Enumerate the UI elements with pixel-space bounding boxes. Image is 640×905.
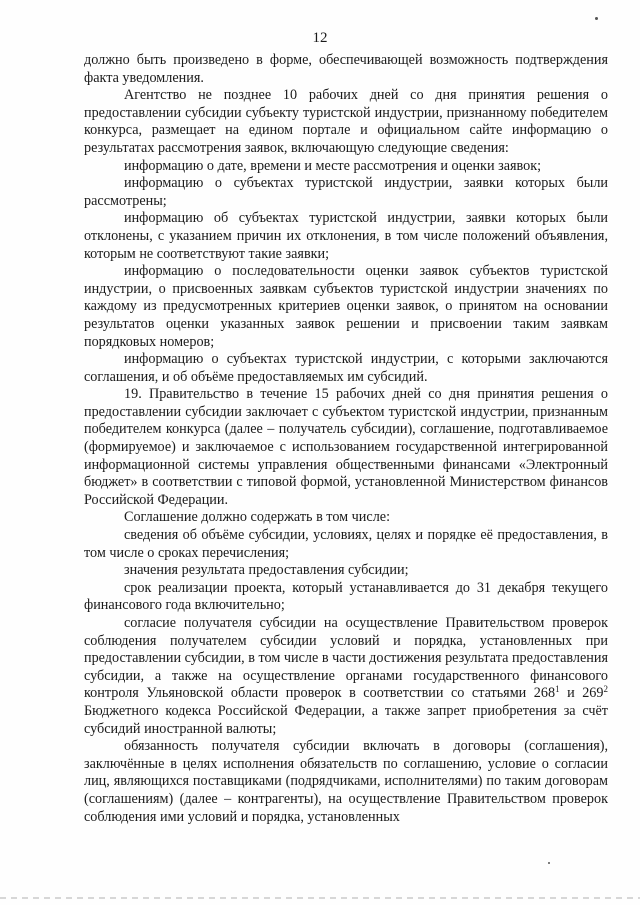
superscript-1: 1 xyxy=(555,684,560,695)
list-item-contractor-obligation: обязанность получателя субсидии включать в договоры (соглашения), заключённые в целях исполнения обязательств по соглашению, условие о согласии лиц, являющихся поставщиками (подрядчиками, исполнителями) по таким договорам (соглашениям) (далее – контрагенты), на осуществление Правительством проверок соблюдения ими условий и порядка, установленных xyxy=(84,738,608,825)
list-item-evaluation-sequence: информацию о последовательности оценки заявок субъектов туристской индустрии, о присвоенных заявкам субъектов туристской индустрии значениях по каждому из предусмотренных критериев оценки заявок, о принятом на основании результатов оценки указанных заявок решении и присвоении таким заявкам порядковых номеров; xyxy=(84,263,608,350)
consent-text-part-3: Бюджетного кодекса Российской Федерации, а также запрет приобретения за счёт субсидий иностранной валюты; xyxy=(84,702,608,737)
list-item-project-term: срок реализации проекта, который устанавливается до 31 декабря текущего финансового года включительно; xyxy=(84,579,608,614)
paragraph-item-19: 19. Правительство в течение 15 рабочих дней со дня принятия решения о предоставлении субсидии заключает с субъектом туристской индустрии, признанным победителем конкурса (далее – получатель субсидии), соглашение, подготавливаемое (формируемое) и заключаемое с использованием государственной интегрированной информационной системы управления общественными финансами «Электронный бюджет» в соответствии с типовой формой, установленной Министерством финансов Российской Федерации. xyxy=(84,386,608,508)
scan-speck xyxy=(595,17,598,20)
paragraph-notification-end: должно быть произведено в форме, обеспечивающей возможность подтверждения факта уведомления. xyxy=(84,52,608,86)
scan-edge-artifact xyxy=(0,897,640,899)
list-item-result-values: значения результата предоставления субсидии; xyxy=(124,562,409,579)
list-item-date-time-place: информацию о дате, времени и месте рассмотрения и оценки заявок; xyxy=(124,157,542,174)
list-item-agreement-subjects: информацию о субъектах туристской индустрии, с которыми заключаются соглашения, и об объёме предоставляемых им субсидий. xyxy=(84,351,608,385)
list-item-recipient-consent xyxy=(84,615,608,738)
paragraph-agreement-contents: Соглашение должно содержать в том числе: xyxy=(124,509,391,526)
list-item-subsidy-volume: сведения об объёме субсидии, условиях, целях и порядке её предоставления, в том числе о сроках перечисления; xyxy=(84,527,608,561)
consent-text-part-2: и 269 xyxy=(559,685,604,702)
superscript-2: 2 xyxy=(603,684,608,695)
list-item-reviewed-subjects: информацию о субъектах туристской индустрии, заявки которых были рассмотрены; xyxy=(84,175,608,209)
document-body xyxy=(84,52,608,826)
consent-text-part-1: согласие получателя субсидии на осуществление Правительством проверок соблюдения получателем субсидии условий и порядка, установленных при предоставлении субсидии, в том числе в части достижения результата предоставления субсидии, а также на осуществление органами государственного финансового контроля Ульяновской области проверок в соответствии со статьями 268 xyxy=(84,615,608,702)
list-item-rejected-subjects: информацию об субъектах туристской индустрии, заявки которых были отклонены, с указанием причин их отклонения, в том числе положений объявления, которым не соответствуют такие заявки; xyxy=(84,210,608,262)
page-number: 12 xyxy=(312,30,328,46)
paragraph-agency-publication: Агентство не позднее 10 рабочих дней со дня принятия решения о предоставлении субсидии субъекту туристской индустрии, признанному победителем конкурса, размещает на едином портале и официальном сайте информацию о результатах рассмотрения заявок, включающую следующие сведения: xyxy=(84,87,608,156)
scan-speck xyxy=(548,862,550,864)
